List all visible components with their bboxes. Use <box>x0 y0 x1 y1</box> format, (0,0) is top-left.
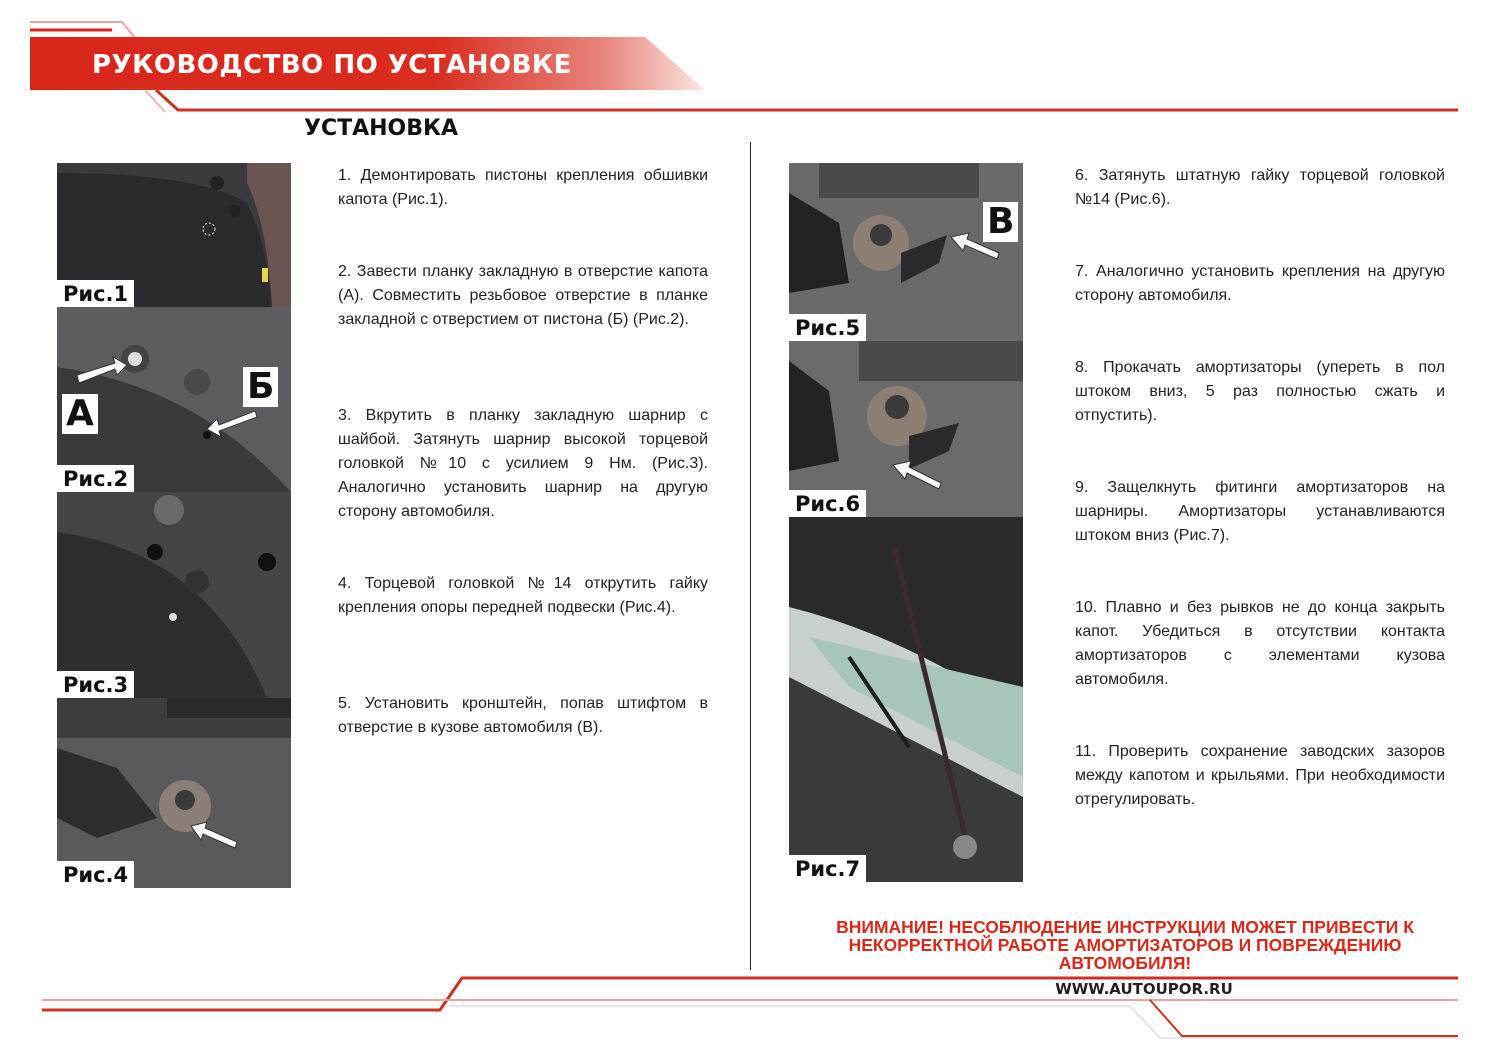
figure-5 <box>789 163 1023 341</box>
figure-1-label: Рис.1 <box>57 280 134 307</box>
figure-2-label: Рис.2 <box>57 465 134 492</box>
step-9: 9. Защелкнуть фитинги амортизаторов на шарниры. Амортизаторы устанавливаются штоком вниз (Рис.7). <box>1075 479 1445 544</box>
figure-4 <box>57 698 291 888</box>
step-7: 7. Аналогично установить крепления на другую сторону автомобиля. <box>1075 263 1445 304</box>
figure-6-label: Рис.6 <box>789 490 866 517</box>
column-divider <box>750 142 751 970</box>
callout-a: А <box>62 394 98 434</box>
callout-v: В <box>983 202 1018 242</box>
figure-3-label: Рис.3 <box>57 671 134 698</box>
warning-text: ВНИМАНИЕ! НЕСОБЛЮДЕНИЕ ИНСТРУКЦИИ МОЖЕТ ПРИВЕСТИ К НЕКОРРЕКТНОЙ РАБОТЕ АМОРТИЗАТОРОВ И ПОВРЕЖДЕНИЮ АВТОМОБИЛЯ! <box>836 917 1414 973</box>
step-6: 6. Затянуть штатную гайку торцевой головкой №14 (Рис.6). <box>1075 167 1445 208</box>
figure-4-photo <box>57 698 291 888</box>
figure-3-photo <box>57 492 291 698</box>
figure-2 <box>57 307 291 492</box>
figure-1 <box>57 163 291 307</box>
figure-7 <box>789 517 1023 882</box>
banner-title: РУКОВОДСТВО ПО УСТАНОВКЕ <box>92 50 572 80</box>
website-link[interactable]: WWW.AUTOUPOR.RU <box>1055 980 1233 998</box>
callout-b: Б <box>243 367 278 407</box>
step-5: 5. Установить кронштейн, попав штифтом в отверстие в кузове автомобиля (В). <box>338 695 708 736</box>
step-11: 11. Проверить сохранение заводских зазоров между капотом и крыльями. При необходимости отрегулировать. <box>1075 743 1445 808</box>
figure-5-label: Рис.5 <box>789 314 866 341</box>
step-3: 3. Вкрутить в планку закладную шарнир с шайбой. Затянуть шарнир высокой торцевой головкой №10 с усилием 9 Нм. (Рис.3). Аналогично установить шарнир на другую сторону автомобиля. <box>338 407 708 520</box>
footer-graphic <box>0 960 1500 1060</box>
section-title: УСТАНОВКА <box>304 116 459 141</box>
figure-4-label: Рис.4 <box>57 861 134 888</box>
step-10: 10. Плавно и без рывков не до конца закрыть капот. Убедиться в отсутствии контакта амортизаторов с элементами кузова автомобиля. <box>1075 599 1445 688</box>
step-1: 1. Демонтировать пистоны крепления обшивки капота (Рис.1). <box>338 167 708 208</box>
figure-7-label: Рис.7 <box>789 855 866 882</box>
figure-3 <box>57 492 291 698</box>
step-8: 8. Прокачать амортизаторы (упереть в пол штоком вниз, 5 раз полностью сжать и отпустить). <box>1075 359 1445 424</box>
figure-7-photo <box>789 517 1023 882</box>
step-4: 4. Торцевой головкой №14 открутить гайку крепления опоры передней подвески (Рис.4). <box>338 575 708 616</box>
step-2: 2. Завести планку закладную в отверстие капота (А). Совместить резьбовое отверстие в планке закладной с отверстием от пистона (Б) (Рис.2). <box>338 263 708 328</box>
figure-6 <box>789 341 1023 517</box>
